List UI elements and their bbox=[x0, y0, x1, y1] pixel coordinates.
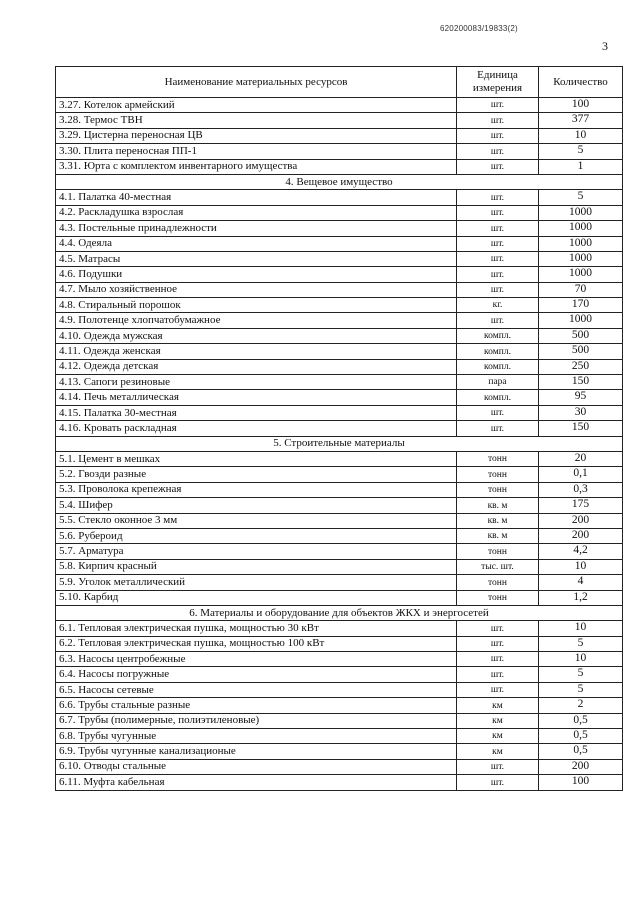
table-row bbox=[56, 498, 623, 513]
cell-quantity: 20 bbox=[539, 451, 623, 466]
cell-quantity: 0,5 bbox=[539, 713, 623, 728]
cell-unit: шт. bbox=[457, 159, 539, 174]
section-row bbox=[56, 605, 623, 620]
cell-name: 4.10. Одежда мужская bbox=[56, 328, 457, 343]
cell-quantity: 10 bbox=[539, 652, 623, 667]
cell-name: 4.2. Раскладушка взрослая bbox=[56, 205, 457, 220]
column-header-quantity: Количество bbox=[539, 67, 623, 98]
cell-name: 4.6. Подушки bbox=[56, 267, 457, 282]
cell-unit: пара bbox=[457, 375, 539, 390]
cell-quantity: 95 bbox=[539, 390, 623, 405]
table-row bbox=[56, 544, 623, 559]
column-header-unit: Единица измерения bbox=[457, 67, 539, 98]
cell-quantity: 100 bbox=[539, 98, 623, 113]
cell-unit: шт. bbox=[457, 113, 539, 128]
table-row bbox=[56, 682, 623, 697]
table-row bbox=[56, 113, 623, 128]
cell-name: 3.29. Цистерна переносная ЦВ bbox=[56, 128, 457, 143]
table-row bbox=[56, 221, 623, 236]
cell-quantity: 30 bbox=[539, 405, 623, 420]
cell-unit: кв. м bbox=[457, 513, 539, 528]
cell-unit: шт. bbox=[457, 682, 539, 697]
table-row bbox=[56, 575, 623, 590]
cell-quantity: 5 bbox=[539, 190, 623, 205]
document-id: 620200083/19833(2) bbox=[440, 24, 518, 33]
cell-quantity: 1000 bbox=[539, 221, 623, 236]
cell-unit: кв. м bbox=[457, 498, 539, 513]
cell-quantity: 150 bbox=[539, 421, 623, 436]
cell-name: 5.1. Цемент в мешках bbox=[56, 451, 457, 466]
section-title: 4. Вещевое имущество bbox=[56, 174, 623, 189]
cell-name: 4.3. Постельные принадлежности bbox=[56, 221, 457, 236]
cell-quantity: 10 bbox=[539, 559, 623, 574]
cell-quantity: 500 bbox=[539, 344, 623, 359]
cell-unit: тонн bbox=[457, 482, 539, 497]
cell-name: 4.14. Печь металлическая bbox=[56, 390, 457, 405]
table-row bbox=[56, 144, 623, 159]
cell-unit: шт. bbox=[457, 405, 539, 420]
cell-unit: шт. bbox=[457, 775, 539, 790]
cell-unit: компл. bbox=[457, 359, 539, 374]
cell-name: 5.7. Арматура bbox=[56, 544, 457, 559]
cell-name: 3.28. Термос ТВН bbox=[56, 113, 457, 128]
table-row bbox=[56, 390, 623, 405]
table-row bbox=[56, 528, 623, 543]
cell-quantity: 10 bbox=[539, 621, 623, 636]
cell-quantity: 5 bbox=[539, 636, 623, 651]
cell-quantity: 170 bbox=[539, 298, 623, 313]
table-row bbox=[56, 205, 623, 220]
cell-unit: шт. bbox=[457, 190, 539, 205]
cell-unit: шт. bbox=[457, 251, 539, 266]
cell-unit: шт. bbox=[457, 759, 539, 774]
cell-quantity: 1000 bbox=[539, 267, 623, 282]
cell-unit: шт. bbox=[457, 236, 539, 251]
cell-name: 5.6. Рубероид bbox=[56, 528, 457, 543]
cell-name: 4.4. Одеяла bbox=[56, 236, 457, 251]
cell-unit: шт. bbox=[457, 205, 539, 220]
table-row bbox=[56, 482, 623, 497]
table-row bbox=[56, 698, 623, 713]
table-row bbox=[56, 713, 623, 728]
table-row bbox=[56, 421, 623, 436]
cell-quantity: 4 bbox=[539, 575, 623, 590]
table-row bbox=[56, 359, 623, 374]
cell-quantity: 5 bbox=[539, 682, 623, 697]
cell-unit: шт. bbox=[457, 282, 539, 297]
table-row bbox=[56, 344, 623, 359]
cell-quantity: 70 bbox=[539, 282, 623, 297]
cell-quantity: 5 bbox=[539, 144, 623, 159]
table-row bbox=[56, 559, 623, 574]
cell-name: 4.12. Одежда детская bbox=[56, 359, 457, 374]
cell-quantity: 1 bbox=[539, 159, 623, 174]
cell-name: 3.30. Плита переносная ПП-1 bbox=[56, 144, 457, 159]
cell-quantity: 4,2 bbox=[539, 544, 623, 559]
cell-name: 6.3. Насосы центробежные bbox=[56, 652, 457, 667]
cell-name: 6.10. Отводы стальные bbox=[56, 759, 457, 774]
cell-unit: шт. bbox=[457, 652, 539, 667]
table-row bbox=[56, 128, 623, 143]
cell-name: 4.11. Одежда женская bbox=[56, 344, 457, 359]
page-number: 3 bbox=[602, 39, 608, 53]
table-row bbox=[56, 744, 623, 759]
cell-name: 4.7. Мыло хозяйственное bbox=[56, 282, 457, 297]
cell-name: 6.9. Трубы чугунные канализационые bbox=[56, 744, 457, 759]
cell-name: 6.11. Муфта кабельная bbox=[56, 775, 457, 790]
cell-quantity: 100 bbox=[539, 775, 623, 790]
cell-unit: кв. м bbox=[457, 528, 539, 543]
table-row bbox=[56, 328, 623, 343]
cell-quantity: 0,1 bbox=[539, 467, 623, 482]
table-row bbox=[56, 590, 623, 605]
cell-quantity: 0,5 bbox=[539, 729, 623, 744]
cell-unit: шт. bbox=[457, 128, 539, 143]
cell-name: 5.9. Уголок металлический bbox=[56, 575, 457, 590]
cell-unit: тыс. шт. bbox=[457, 559, 539, 574]
cell-quantity: 200 bbox=[539, 528, 623, 543]
cell-unit: шт. bbox=[457, 221, 539, 236]
section-row bbox=[56, 174, 623, 189]
table-row bbox=[56, 451, 623, 466]
cell-name: 4.1. Палатка 40-местная bbox=[56, 190, 457, 205]
table-row bbox=[56, 251, 623, 266]
cell-name: 6.7. Трубы (полимерные, полиэтиленовые) bbox=[56, 713, 457, 728]
cell-name: 4.9. Полотенце хлопчатобумажное bbox=[56, 313, 457, 328]
cell-name: 5.4. Шифер bbox=[56, 498, 457, 513]
table-row bbox=[56, 636, 623, 651]
column-header-name: Наименование материальных ресурсов bbox=[56, 67, 457, 98]
cell-unit: шт. bbox=[457, 667, 539, 682]
section-title: 5. Строительные материалы bbox=[56, 436, 623, 451]
cell-unit: км bbox=[457, 713, 539, 728]
cell-quantity: 0,3 bbox=[539, 482, 623, 497]
section-title: 6. Материалы и оборудование для объектов ЖКХ и энергосетей bbox=[56, 605, 623, 620]
cell-unit: тонн bbox=[457, 575, 539, 590]
table-row bbox=[56, 621, 623, 636]
table-row bbox=[56, 98, 623, 113]
cell-quantity: 377 bbox=[539, 113, 623, 128]
cell-name: 3.27. Котелок армейский bbox=[56, 98, 457, 113]
table-row bbox=[56, 467, 623, 482]
table-row bbox=[56, 236, 623, 251]
cell-name: 5.3. Проволока крепежная bbox=[56, 482, 457, 497]
cell-unit: км bbox=[457, 744, 539, 759]
cell-name: 4.5. Матрасы bbox=[56, 251, 457, 266]
cell-name: 6.1. Тепловая электрическая пушка, мощностью 30 кВт bbox=[56, 621, 457, 636]
cell-name: 6.6. Трубы стальные разные bbox=[56, 698, 457, 713]
table-row bbox=[56, 405, 623, 420]
cell-name: 6.8. Трубы чугунные bbox=[56, 729, 457, 744]
cell-quantity: 2 bbox=[539, 698, 623, 713]
cell-name: 3.31. Юрта с комплектом инвентарного имущества bbox=[56, 159, 457, 174]
cell-quantity: 10 bbox=[539, 128, 623, 143]
cell-quantity: 1000 bbox=[539, 313, 623, 328]
cell-quantity: 1000 bbox=[539, 236, 623, 251]
cell-quantity: 200 bbox=[539, 513, 623, 528]
resources-table bbox=[55, 66, 623, 791]
table-row bbox=[56, 190, 623, 205]
cell-unit: шт. bbox=[457, 98, 539, 113]
table-row bbox=[56, 759, 623, 774]
cell-unit: компл. bbox=[457, 328, 539, 343]
cell-name: 4.16. Кровать раскладная bbox=[56, 421, 457, 436]
cell-quantity: 200 bbox=[539, 759, 623, 774]
cell-quantity: 5 bbox=[539, 667, 623, 682]
cell-unit: шт. bbox=[457, 636, 539, 651]
cell-unit: компл. bbox=[457, 390, 539, 405]
cell-unit: шт. bbox=[457, 144, 539, 159]
section-row bbox=[56, 436, 623, 451]
cell-unit: тонн bbox=[457, 467, 539, 482]
table-row bbox=[56, 313, 623, 328]
cell-name: 6.4. Насосы погружные bbox=[56, 667, 457, 682]
table-row bbox=[56, 267, 623, 282]
cell-quantity: 250 bbox=[539, 359, 623, 374]
table-body bbox=[56, 98, 623, 791]
cell-name: 5.8. Кирпич красный bbox=[56, 559, 457, 574]
cell-unit: компл. bbox=[457, 344, 539, 359]
cell-name: 5.2. Гвозди разные bbox=[56, 467, 457, 482]
cell-name: 4.13. Сапоги резиновые bbox=[56, 375, 457, 390]
cell-unit: шт. bbox=[457, 421, 539, 436]
cell-quantity: 1000 bbox=[539, 251, 623, 266]
cell-quantity: 1000 bbox=[539, 205, 623, 220]
cell-unit: тонн bbox=[457, 590, 539, 605]
cell-name: 5.5. Стекло оконное 3 мм bbox=[56, 513, 457, 528]
table-row bbox=[56, 652, 623, 667]
cell-unit: км bbox=[457, 729, 539, 744]
table-row bbox=[56, 159, 623, 174]
table-row bbox=[56, 667, 623, 682]
table-row bbox=[56, 282, 623, 297]
cell-quantity: 0,5 bbox=[539, 744, 623, 759]
cell-quantity: 1,2 bbox=[539, 590, 623, 605]
cell-unit: кг. bbox=[457, 298, 539, 313]
cell-quantity: 150 bbox=[539, 375, 623, 390]
cell-quantity: 175 bbox=[539, 498, 623, 513]
cell-unit: шт. bbox=[457, 267, 539, 282]
table-row bbox=[56, 775, 623, 790]
cell-name: 4.8. Стиральный порошок bbox=[56, 298, 457, 313]
cell-name: 6.5. Насосы сетевые bbox=[56, 682, 457, 697]
table-header-row bbox=[56, 67, 623, 98]
cell-quantity: 500 bbox=[539, 328, 623, 343]
cell-name: 4.15. Палатка 30-местная bbox=[56, 405, 457, 420]
cell-unit: шт. bbox=[457, 621, 539, 636]
cell-name: 6.2. Тепловая электрическая пушка, мощностью 100 кВт bbox=[56, 636, 457, 651]
cell-name: 5.10. Карбид bbox=[56, 590, 457, 605]
table-row bbox=[56, 729, 623, 744]
cell-unit: тонн bbox=[457, 451, 539, 466]
table-row bbox=[56, 375, 623, 390]
table-row bbox=[56, 513, 623, 528]
cell-unit: шт. bbox=[457, 313, 539, 328]
cell-unit: тонн bbox=[457, 544, 539, 559]
table-row bbox=[56, 298, 623, 313]
cell-unit: км bbox=[457, 698, 539, 713]
